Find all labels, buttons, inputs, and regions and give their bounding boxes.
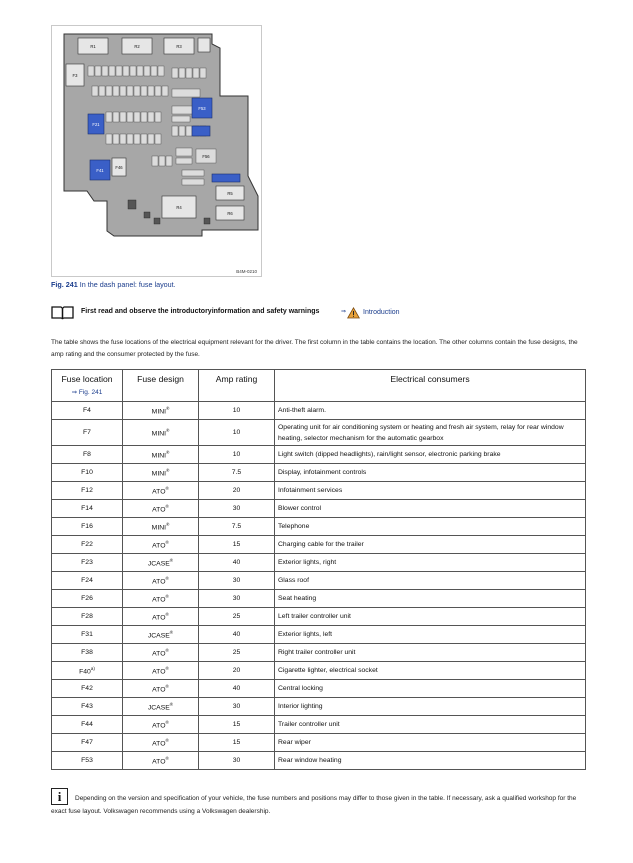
cell-fuse-location: F44 (52, 716, 123, 734)
cell-fuse-design: ATO® (123, 572, 199, 590)
cell-fuse-design: MINI® (123, 464, 199, 482)
fuse-label-f56: F56 (202, 154, 210, 159)
cell-fuse-location: F26 (52, 590, 123, 608)
table-row (52, 420, 586, 446)
cell-fuse-location: F16 (52, 518, 123, 536)
cell-fuse-location: F12 (52, 482, 123, 500)
cell-fuse-location: F7 (52, 420, 123, 446)
cell-fuse-design: MINI® (123, 420, 199, 446)
cell-fuse-location: F28 (52, 608, 123, 626)
cell-electrical-consumers: Exterior lights, right (275, 554, 586, 572)
cell-amp-rating: 15 (199, 536, 275, 554)
cell-electrical-consumers: Cigarette lighter, electrical socket (275, 662, 586, 680)
table-row (52, 572, 586, 590)
fuse-table (51, 369, 586, 770)
cell-fuse-design: ATO® (123, 752, 199, 770)
table-row (52, 482, 586, 500)
header-electrical-consumers: Electrical consumers (275, 370, 586, 402)
warning-arrow: ⇒ (341, 309, 347, 315)
cell-amp-rating: 25 (199, 644, 275, 662)
cell-amp-rating: 7.5 (199, 464, 275, 482)
fuse-label-f3: F3 (72, 73, 78, 78)
table-row (52, 402, 586, 420)
cell-electrical-consumers: Exterior lights, left (275, 626, 586, 644)
table-row (52, 626, 586, 644)
cell-fuse-design: JCASE® (123, 626, 199, 644)
cell-amp-rating: 30 (199, 752, 275, 770)
cell-fuse-location: F4 (52, 402, 123, 420)
cell-amp-rating: 25 (199, 608, 275, 626)
cell-fuse-location: F43 (52, 698, 123, 716)
cell-amp-rating: 7.5 (199, 518, 275, 536)
info-icon: i (51, 788, 68, 805)
cell-amp-rating: 40 (199, 680, 275, 698)
cell-amp-rating: 30 (199, 572, 275, 590)
relay-label-r4: R4 (176, 205, 182, 210)
cell-fuse-design: MINI® (123, 446, 199, 464)
table-row (52, 734, 586, 752)
cell-fuse-design: ATO® (123, 680, 199, 698)
table-row (52, 752, 586, 770)
fuse-table-body (52, 402, 586, 770)
table-row (52, 698, 586, 716)
cell-electrical-consumers: Left trailer controller unit (275, 608, 586, 626)
table-row (52, 644, 586, 662)
cell-fuse-design: ATO® (123, 536, 199, 554)
cell-electrical-consumers: Rear window heating (275, 752, 586, 770)
figure-caption (51, 280, 176, 289)
cell-fuse-location: F23 (52, 554, 123, 572)
cell-electrical-consumers: Right trailer controller unit (275, 644, 586, 662)
cell-amp-rating: 40 (199, 554, 275, 572)
table-row (52, 662, 586, 680)
cell-fuse-design: JCASE® (123, 698, 199, 716)
cell-fuse-location: F22 (52, 536, 123, 554)
table-header-row (52, 370, 586, 402)
relay-label-r1: R1 (90, 44, 96, 49)
figure-code: B4M-0210 (236, 269, 257, 274)
cell-amp-rating: 10 (199, 402, 275, 420)
safety-warning (51, 305, 591, 321)
warning-text: First read and observe the introductoryinformation and safety warnings (81, 308, 320, 315)
cell-electrical-consumers: Display, infotainment controls (275, 464, 586, 482)
info-note (51, 788, 586, 818)
cell-fuse-location: F40$^{a)}$ (52, 662, 123, 680)
relay-label-r2: R2 (134, 44, 140, 49)
relay-label-r3: R3 (176, 44, 182, 49)
cell-amp-rating: 15 (199, 716, 275, 734)
cell-amp-rating: 20 (199, 482, 275, 500)
cell-fuse-design: JCASE® (123, 554, 199, 572)
cell-electrical-consumers: Interior lighting (275, 698, 586, 716)
cell-electrical-consumers: Central locking (275, 680, 586, 698)
cell-electrical-consumers: Rear wiper (275, 734, 586, 752)
cell-fuse-location: F38 (52, 644, 123, 662)
cell-fuse-location: F53 (52, 752, 123, 770)
fuse-label-f41: F41 (96, 168, 104, 173)
cell-fuse-design: ATO® (123, 590, 199, 608)
cell-fuse-location: F24 (52, 572, 123, 590)
cell-fuse-location: F10 (52, 464, 123, 482)
cell-fuse-location: F31 (52, 626, 123, 644)
figure-caption-text: In the dash panel: fuse layout. (77, 280, 176, 289)
table-row (52, 500, 586, 518)
cell-electrical-consumers: Charging cable for the trailer (275, 536, 586, 554)
table-row (52, 446, 586, 464)
fuse-layout-figure (51, 25, 262, 277)
header-fuse-location (52, 370, 123, 402)
header-fuse-design: Fuse design (123, 370, 199, 402)
cell-electrical-consumers: Blower control (275, 500, 586, 518)
cell-fuse-design: MINI® (123, 518, 199, 536)
cell-fuse-location: F14 (52, 500, 123, 518)
cell-electrical-consumers: Infotainment services (275, 482, 586, 500)
cell-fuse-design: ATO® (123, 608, 199, 626)
figure-caption-label: Fig. 241 (51, 280, 78, 289)
fuse-label-f53: F53 (198, 106, 206, 111)
cell-electrical-consumers: Operating unit for air conditioning system or heating and fresh air system, relay for rear window heating, selector mechanism for the automatic gearbox (275, 420, 586, 446)
cell-amp-rating: 20 (199, 662, 275, 680)
cell-amp-rating: 10 (199, 446, 275, 464)
table-row (52, 464, 586, 482)
cell-electrical-consumers: Glass roof (275, 572, 586, 590)
fuse-box-diagram (52, 26, 261, 276)
cell-amp-rating: 40 (199, 626, 275, 644)
warning-triangle-icon (347, 307, 360, 319)
cell-amp-rating: 30 (199, 698, 275, 716)
cell-electrical-consumers: Light switch (dipped headlights), rain/light sensor, electronic parking brake (275, 446, 586, 464)
cell-fuse-design: ATO® (123, 716, 199, 734)
table-row (52, 680, 586, 698)
cell-fuse-design: MINI® (123, 402, 199, 420)
cell-electrical-consumers: Trailer controller unit (275, 716, 586, 734)
info-note-text: Depending on the version and specification of your vehicle, the fuse numbers and positions may differ to those given in the table. If necessary, ask a qualified workshop for the exact fuse layout. Volkswagen recommends using a Volkswagen dealership. (51, 795, 577, 815)
cell-fuse-location: F8 (52, 446, 123, 464)
cell-amp-rating: 15 (199, 734, 275, 752)
cell-fuse-design: ATO® (123, 662, 199, 680)
table-row (52, 608, 586, 626)
cell-electrical-consumers: Telephone (275, 518, 586, 536)
table-row (52, 518, 586, 536)
relay-label-r5: R5 (227, 191, 233, 196)
open-book-icon (51, 306, 74, 320)
cell-fuse-location: F42 (52, 680, 123, 698)
header-location-label: Fuse location (61, 374, 113, 384)
introduction-link[interactable]: Introduction (363, 309, 400, 316)
table-row (52, 554, 586, 572)
cell-fuse-location: F47 (52, 734, 123, 752)
cell-amp-rating: 30 (199, 500, 275, 518)
fuse-label-f46: F46 (115, 165, 123, 170)
intro-paragraph: The table shows the fuse locations of the electrical equipment relevant for the driver. The first column in the table contains the location. The other columns contain the fuse designs, the amp rating and the consumer protected by the fuse. (51, 339, 578, 358)
relay-label-r6: R6 (227, 211, 233, 216)
cell-fuse-design: ATO® (123, 644, 199, 662)
table-row (52, 716, 586, 734)
figure-ref-link[interactable]: ⇒ Fig. 241 (71, 389, 103, 396)
table-row (52, 536, 586, 554)
cell-amp-rating: 10 (199, 420, 275, 446)
cell-fuse-design: ATO® (123, 500, 199, 518)
header-amp-rating: Amp rating (199, 370, 275, 402)
cell-electrical-consumers: Seat heating (275, 590, 586, 608)
cell-fuse-design: ATO® (123, 482, 199, 500)
cell-electrical-consumers: Anti-theft alarm. (275, 402, 586, 420)
cell-amp-rating: 30 (199, 590, 275, 608)
table-row (52, 590, 586, 608)
fuse-label-f21: F21 (92, 122, 100, 127)
cell-fuse-design: ATO® (123, 734, 199, 752)
